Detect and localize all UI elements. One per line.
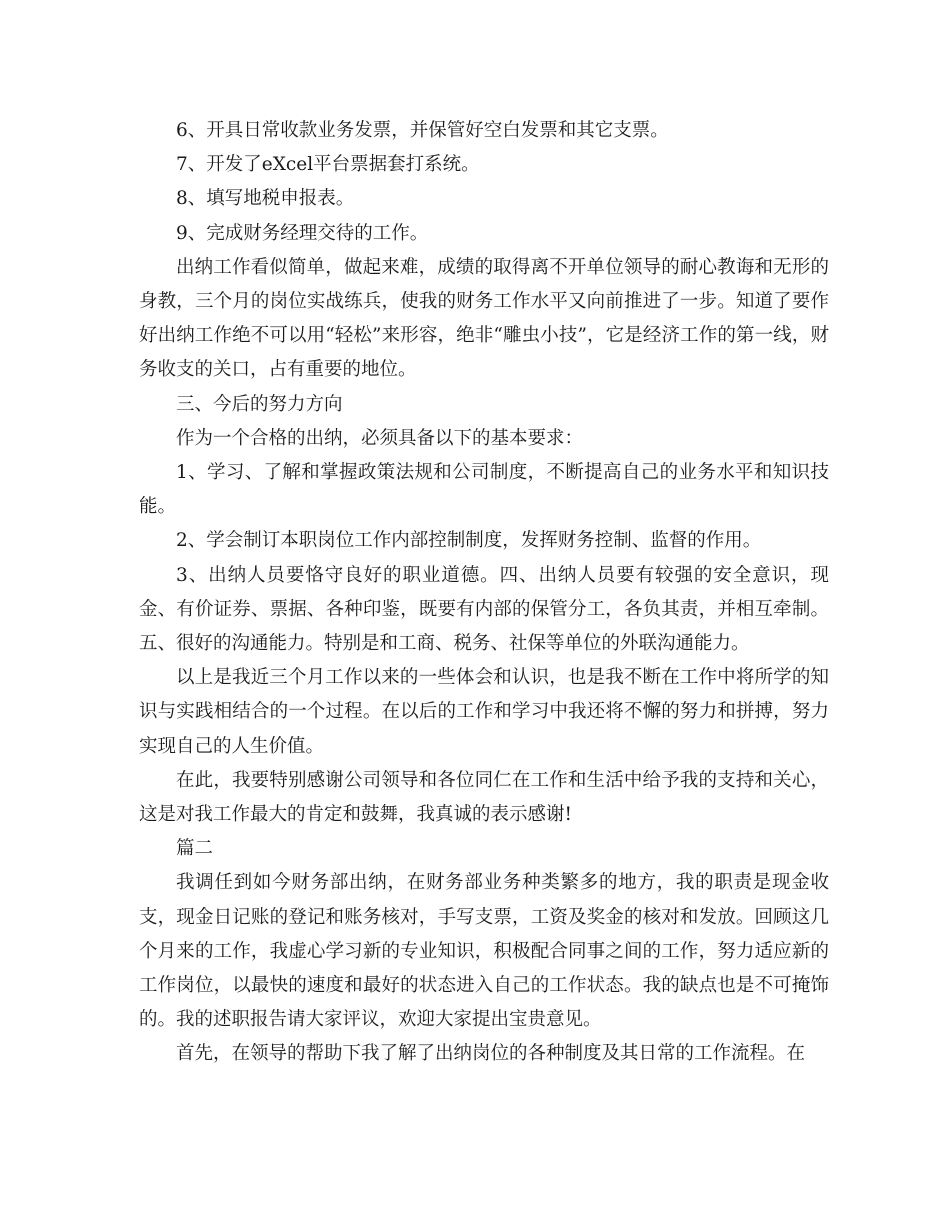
paragraph: 2、学会制订本职岗位工作内部控制制度，发挥财务控制、监督的作用。 xyxy=(176,530,762,552)
paragraph: 作为一个合格的出纳，必须具备以下的基本要求： xyxy=(176,427,584,449)
paragraph: 8、填写地税申报表。 xyxy=(176,188,355,210)
paragraph: 7、开发了eXcel平台票据套打系统。 xyxy=(176,154,480,176)
paragraph: 在此，我要特别感谢公司领导和各位同仁在工作和生活中给予我的支持和关心，这是对我工作最大的肯定和鼓舞，我真诚的表示感谢! xyxy=(139,769,829,826)
paragraph: 出纳工作看似简单，做起来难，成绩的取得离不开单位领导的耐心教诲和无形的身教，三个月的岗位实战练兵，使我的财务工作水平又向前推进了一步。知道了要作好出纳工作绝不可以用“轻松”来形容，绝非“雕虫小技”，它是经济工作的第一线，财务收支的关口，占有重要的地位。 xyxy=(139,256,829,381)
paragraph: 9、完成财务经理交待的工作。 xyxy=(176,222,429,244)
paragraph: 以上是我近三个月工作以来的一些体会和认识，也是我不断在工作中将所学的知识与实践相结合的一个过程。在以后的工作和学习中我还将不懈的努力和拼搏，努力实现自己的人生价值。 xyxy=(139,667,829,757)
section-heading: 篇二 xyxy=(176,838,214,860)
section-heading: 三、今后的努力方向 xyxy=(176,393,343,415)
paragraph: 6、开具日常收款业务发票，并保管好空白发票和其它支票。 xyxy=(176,120,669,141)
paragraph: 1、学习、了解和掌握政策法规和公司制度，不断提高自己的业务水平和知识技能。 xyxy=(139,462,829,518)
paragraph: 3、出纳人员要恪守良好的职业道德。四、出纳人员要有较强的安全意识，现金、有价证券、票据、各种印鉴，既要有内部的保管分工，各负其责，并相互牵制。五、很好的沟通能力。特别是和工商、税务、社保等单位的外联沟通能力。 xyxy=(139,564,829,655)
paragraph: 首先，在领导的帮助下我了解了出纳岗位的各种制度及其日常的工作流程。在 xyxy=(176,1043,806,1065)
document-body xyxy=(139,114,829,1072)
paragraph: 我调任到如今财务部出纳，在财务部业务种类繁多的地方，我的职责是现金收支，现金日记账的登记和账务核对，手写支票，工资及奖金的核对和发放。回顾这几个月来的工作，我虚心学习新的专业知识，积极配合同事之间的工作，努力适应新的工作岗位，以最快的速度和最好的状态进入自己的工作状态。我的缺点也是不可掩饰的。我的述职报告请大家评议，欢迎大家提出宝贵意见。 xyxy=(139,872,829,1031)
